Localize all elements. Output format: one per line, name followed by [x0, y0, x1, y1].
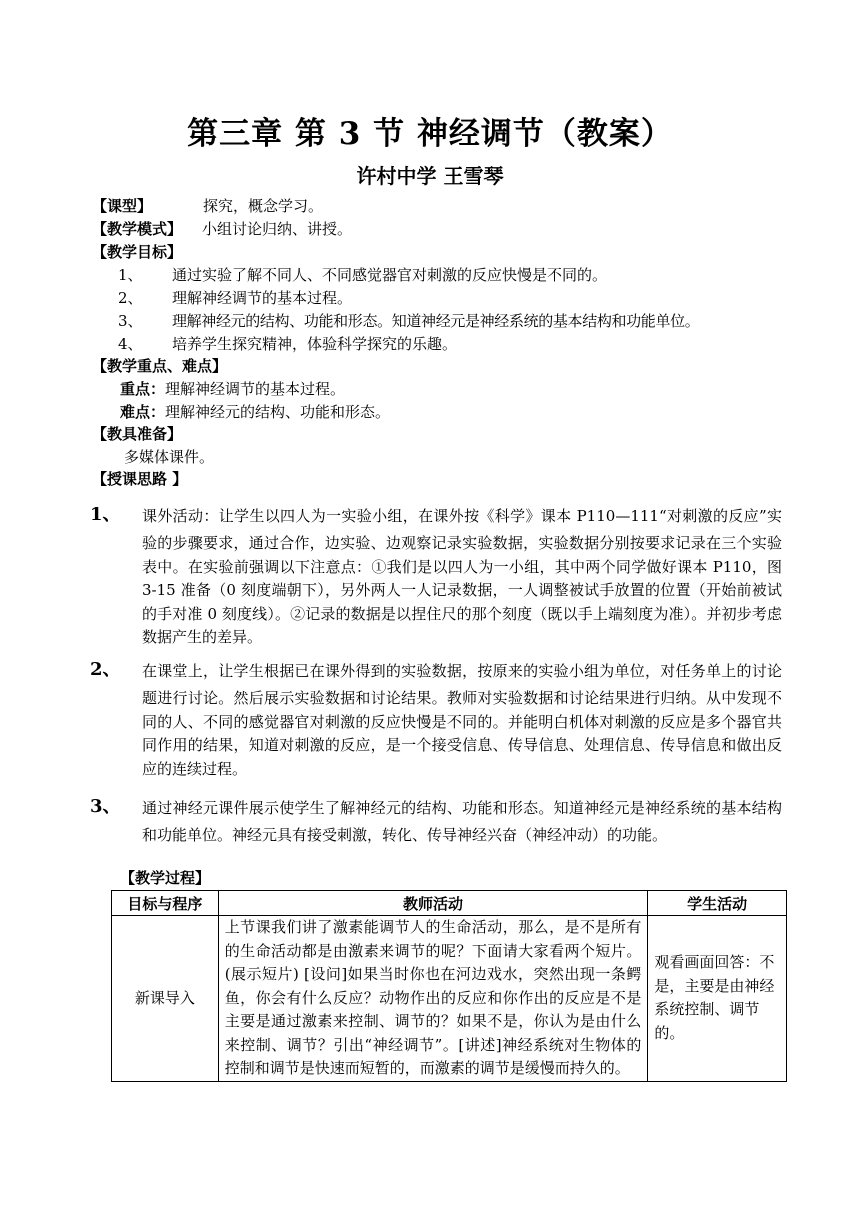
- stage-cell: 新课导入: [112, 916, 219, 1082]
- table-row: [112, 916, 787, 1082]
- focus-row: 重点：理解神经调节的基本过程。: [120, 380, 346, 398]
- materials-value: 多媒体课件。: [124, 448, 215, 466]
- key-points-heading: 【教学重点、难点】: [92, 357, 228, 375]
- table-header-row: [112, 891, 787, 916]
- teaching-mode-label: 【教学模式】: [92, 220, 183, 238]
- teacher-activity-cell: 上节课我们讲了激素能调节人的生命活动，那么，是不是所有的生命活动都是由激素来调节的呢？下面请大家看两个短片。(展示短片) [设问]如果当时你也在河边戏水，突然出现一条鳄鱼，你会有什么反应？动物作出的反应和你作出的反应是不是主要是通过激素来控制、调节的？如果不是，你认为是由什么来控制、调节？引出“神经调节”。[讲述]神经系统对生物体的控制和调节是快速而短暂的，而激素的调节是缓慢而持久的。: [218, 916, 648, 1082]
- process-table: [111, 890, 787, 1082]
- approach-heading: 【授课思路 】: [92, 470, 188, 488]
- process-heading: 【教学过程】: [120, 869, 211, 887]
- teaching-mode-row: [92, 219, 353, 239]
- difficulty-row: 难点：理解神经元的结构、功能和形态。: [120, 403, 391, 421]
- document-title: 第三章 第 3 节 神经调节（教案）: [187, 116, 673, 152]
- lesson-type-row: [92, 196, 324, 216]
- lesson-type-value: 探究，概念学习。: [203, 197, 324, 215]
- column-header: 教师活动: [218, 891, 648, 916]
- objectives-heading: 【教学目标】: [92, 243, 183, 261]
- materials-heading: 【教具准备】: [92, 425, 183, 443]
- column-header: 目标与程序: [112, 891, 219, 916]
- author-line: 许村中学 王雪琴: [356, 164, 504, 188]
- student-activity-cell: 观看画面回答：不是，主要是由神经系统控制、调节的。: [648, 916, 787, 1082]
- document-page: 第三章 第 3 节 神经调节（教案） 许村中学 王雪琴 【课型】 探究，概念学习。 【教学模式】 小组讨论归纳、讲授。 【教学目标】 1、 通过实验了解不同人、不同感觉器官对刺激的反应快慢是不同的。 2、 理解神经调节的基本过程。 3、 理解神经元的结构、功能和形态。知道神经元是神经系统的基本结构和功能单位。 4、 培养学生探究精神，体验科学探究的乐趣。 【教学重点、难点】 重点：理解神经调节的基本过程。 难点：理解神经元的结构、功能和形态。 【教具准备】 多媒体课件。 【授课思路 】 1、 课外活动：让学生以四人为一实验小组，在课外按《科学》课本 P110—111“对刺激的反应”实验的步骤要求，通过合作，边实验、边观察记录实验数据，实验数据分别按要求记录在三个实验表中。在实验前强调以下注意点：①我们是以四人为一小组，其中两个同学做好课本 P110，图 3-15 准备（0 刻度端朝下），另外两人一人记录数据，一人调整被试手放置的位置（开始前被试的手对准 0 刻度线）。②记录的数据是以捏住尺的那个刻度（既以手上端刻度为准）。并初步考虑数据产生的差异。 2、 在课堂上，让学生根据已在课外得到的实验数据，按原来的实验小组为单位，对任务单上的讨论题进行讨论。然后展示实验数据和讨论结果。教师对实验数据和讨论结果进行归纳。从中发现不同的人、不同的感觉器官对刺激的反应快慢是不同的。并能明白机体对刺激的反应是多个器官共同作用的结果，知道对刺激的反应，是一个接受信息、传导信息、处理信息、传导信息和做出反应的连续过程。 3、 通过神经元课件展示使学生了解神经元的结构、功能和形态。知道神经元是神经系统的基本结构和功能单位。神经元具有接受刺激，转化、传导神经兴奋（神经冲动）的功能。 【教学过程】 目标与程序 教师活动 学生活动 新课导入 上节课我们讲了激素能调节人的生命活动，那么，是不是所有的生命活动都是由激素来调节的呢？下面请大家看两个短片。(展示短片) [设问]如果当时你也在河边戏水，突然出现一条鳄鱼，你会有什么反应？动物作出的反应和你作出的反应是不是主要是通过激素来控制、调节的？如果不是，你认为是由什么来控制、调节？引出“神经调节”。[讲述]神经系统对生物体的控制和调节是快速而短暂的，而激素的调节是缓慢而持久的。 观看画面回答：不是，主要是由神经系统控制、调节的。: [0, 0, 860, 1216]
- lesson-type-label: 【课型】: [92, 197, 153, 215]
- teaching-mode-value: 小组讨论归纳、讲授。: [202, 220, 353, 238]
- column-header: 学生活动: [648, 891, 787, 916]
